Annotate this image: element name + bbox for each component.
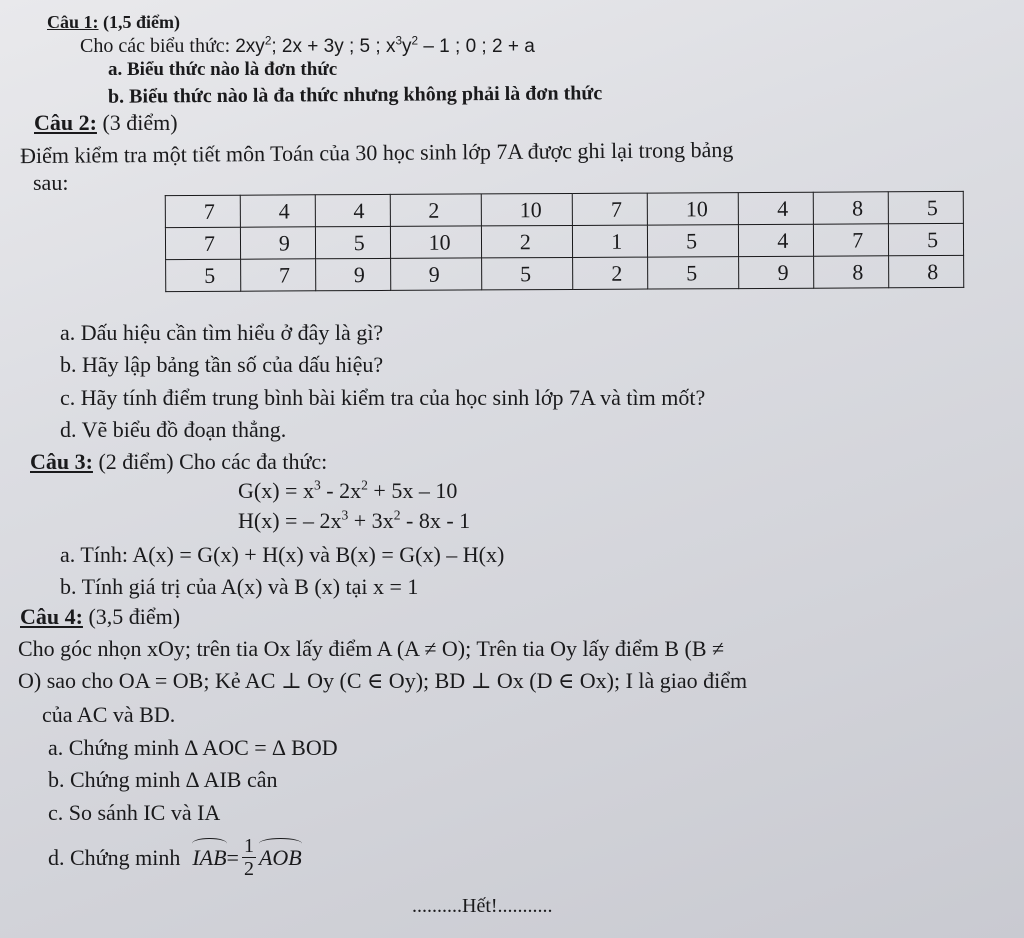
table-cell: 5 bbox=[166, 259, 241, 291]
table-cell: 9 bbox=[240, 227, 315, 259]
q1-intro: Cho các biểu thức: bbox=[80, 35, 231, 57]
end-marker: ..........Hết!........... bbox=[412, 895, 553, 917]
q3-g-part3: + 5x – 10 bbox=[367, 478, 458, 503]
table-cell: 2 bbox=[390, 194, 481, 226]
q3-part-a: a. Tính: A(x) = G(x) + H(x) và B(x) = G(x) – H(x) bbox=[60, 542, 505, 567]
table-cell: 7 bbox=[240, 259, 315, 291]
q1-expr-c-exp: 2 bbox=[411, 34, 419, 48]
q4-title: Câu 4: bbox=[20, 604, 83, 629]
table-cell: 4 bbox=[739, 192, 814, 224]
q3-h-part3: - 8x - 1 bbox=[400, 508, 471, 533]
q4-part-d bbox=[48, 835, 302, 880]
q4-line-3: của AC và BD. bbox=[42, 702, 176, 727]
q2-part-a: a. Dấu hiệu cần tìm hiểu ở đây là gì? bbox=[60, 320, 384, 345]
q1-title: Câu 1: bbox=[47, 12, 99, 32]
table-cell: 7 bbox=[165, 195, 240, 227]
q1-expr-b-exp: 3 bbox=[395, 34, 402, 48]
q3-h-part2: + 3x bbox=[348, 508, 394, 533]
q4-heading bbox=[20, 604, 180, 630]
table-cell: 8 bbox=[813, 192, 888, 224]
q2-points: (3 điểm) bbox=[96, 110, 178, 135]
table-cell: 4 bbox=[315, 194, 390, 226]
q4-d-equals: = bbox=[226, 844, 239, 870]
table-cell: 4 bbox=[240, 195, 315, 227]
table-cell: 8 bbox=[889, 255, 964, 287]
q1-expressions bbox=[235, 36, 535, 57]
q4-d-numerator: 1 bbox=[243, 835, 254, 857]
table-cell: 9 bbox=[390, 258, 481, 290]
q3-points: (2 điểm) Cho các đa thức: bbox=[92, 449, 328, 474]
q2-part-b: b. Hãy lập bảng tần số của dấu hiệu? bbox=[60, 352, 384, 377]
q3-g-exp1: 3 bbox=[313, 477, 321, 493]
table-cell: 5 bbox=[481, 257, 572, 289]
table-cell: 7 bbox=[572, 193, 647, 225]
q4-d-angle-aob: AOB bbox=[258, 844, 302, 870]
table-cell: 9 bbox=[739, 256, 814, 288]
q4-part-c: c. So sánh IC và IA bbox=[48, 800, 221, 825]
q1-expr-a: 2xy bbox=[235, 36, 265, 57]
q4-line-2: O) sao cho OA = OB; Kẻ AC ⊥ Oy (C ∈ Oy); BD ⊥ Ox (D ∈ Ox); I là giao điểm bbox=[18, 668, 748, 693]
q1-part-b: b. Biểu thức nào là đa thức nhưng không phải là đơn thức bbox=[107, 82, 603, 108]
table-cell: 10 bbox=[647, 193, 738, 225]
q3-poly-h bbox=[238, 508, 470, 534]
q2-intro-2: sau: bbox=[33, 170, 69, 195]
q3-h-exp2: 2 bbox=[393, 507, 401, 523]
q2-intro-1: Điểm kiểm tra một tiết môn Toán của 30 học sinh lớp 7A được ghi lại trong bảng bbox=[19, 136, 734, 169]
table-cell: 7 bbox=[814, 224, 889, 256]
table-cell: 5 bbox=[888, 223, 963, 255]
q1-points: (1,5 điểm) bbox=[98, 12, 180, 32]
q4-d-denominator: 2 bbox=[243, 858, 254, 880]
table-cell: 4 bbox=[739, 224, 814, 256]
table-row bbox=[165, 223, 963, 259]
table-cell: 5 bbox=[315, 226, 390, 258]
table-cell: 5 bbox=[648, 257, 739, 289]
q4-part-a: a. Chứng minh ∆ AOC = ∆ BOD bbox=[48, 735, 338, 760]
q3-h-part1: H(x) = – 2x bbox=[238, 508, 342, 533]
q3-poly-g bbox=[238, 478, 457, 504]
q2-heading bbox=[34, 110, 178, 136]
q3-g-part2: - 2x bbox=[320, 478, 362, 503]
table-cell: 10 bbox=[390, 226, 481, 258]
q1-expr-c: y bbox=[402, 36, 412, 57]
q2-title: Câu 2: bbox=[34, 110, 97, 135]
table-cell: 2 bbox=[573, 257, 648, 289]
table-cell: 9 bbox=[315, 258, 390, 290]
scores-table bbox=[165, 191, 964, 292]
q1-heading bbox=[47, 11, 180, 33]
q3-heading bbox=[30, 449, 327, 475]
q1-expr-d: – 1 ; 0 ; 2 + a bbox=[418, 36, 535, 57]
table-cell: 7 bbox=[165, 227, 240, 259]
q3-h-exp1: 3 bbox=[341, 507, 349, 523]
q4-d-prefix: d. Chứng minh bbox=[48, 844, 181, 870]
q4-d-fraction bbox=[242, 835, 256, 880]
q4-points: (3,5 điểm) bbox=[82, 604, 181, 629]
table-cell: 5 bbox=[647, 225, 738, 257]
q4-d-angle-iab: IAB bbox=[192, 844, 227, 870]
q3-g-exp2: 2 bbox=[361, 477, 368, 493]
table-cell: 1 bbox=[573, 225, 648, 257]
q3-title: Câu 3: bbox=[30, 449, 93, 474]
q2-part-c: c. Hãy tính điểm trung bình bài kiểm tra của học sinh lớp 7A và tìm mốt? bbox=[60, 385, 706, 410]
q1-expr-b: ; 2x + 3y ; 5 ; x bbox=[271, 36, 396, 57]
q4-line-1: Cho góc nhọn xOy; trên tia Ox lấy điểm A (A ≠ O); Trên tia Oy lấy điểm B (B ≠ bbox=[18, 636, 725, 661]
q3-part-b: b. Tính giá trị của A(x) và B (x) tại x = 1 bbox=[60, 574, 419, 599]
q2-part-d: d. Vẽ biểu đồ đoạn thẳng. bbox=[60, 417, 287, 442]
q1-part-a: a. Biểu thức nào là đơn thức bbox=[108, 59, 338, 80]
q4-part-b: b. Chứng minh ∆ AIB cân bbox=[48, 767, 278, 792]
table-row bbox=[165, 191, 963, 227]
q1-intro-line bbox=[80, 33, 535, 60]
q1-expr-a-exp: 2 bbox=[264, 34, 272, 48]
table-cell: 2 bbox=[481, 225, 572, 257]
q3-g-part1: G(x) = x bbox=[238, 478, 314, 503]
table-cell: 5 bbox=[888, 191, 963, 223]
table-cell: 8 bbox=[814, 256, 889, 288]
table-cell: 10 bbox=[481, 193, 572, 225]
table-row bbox=[166, 255, 964, 291]
